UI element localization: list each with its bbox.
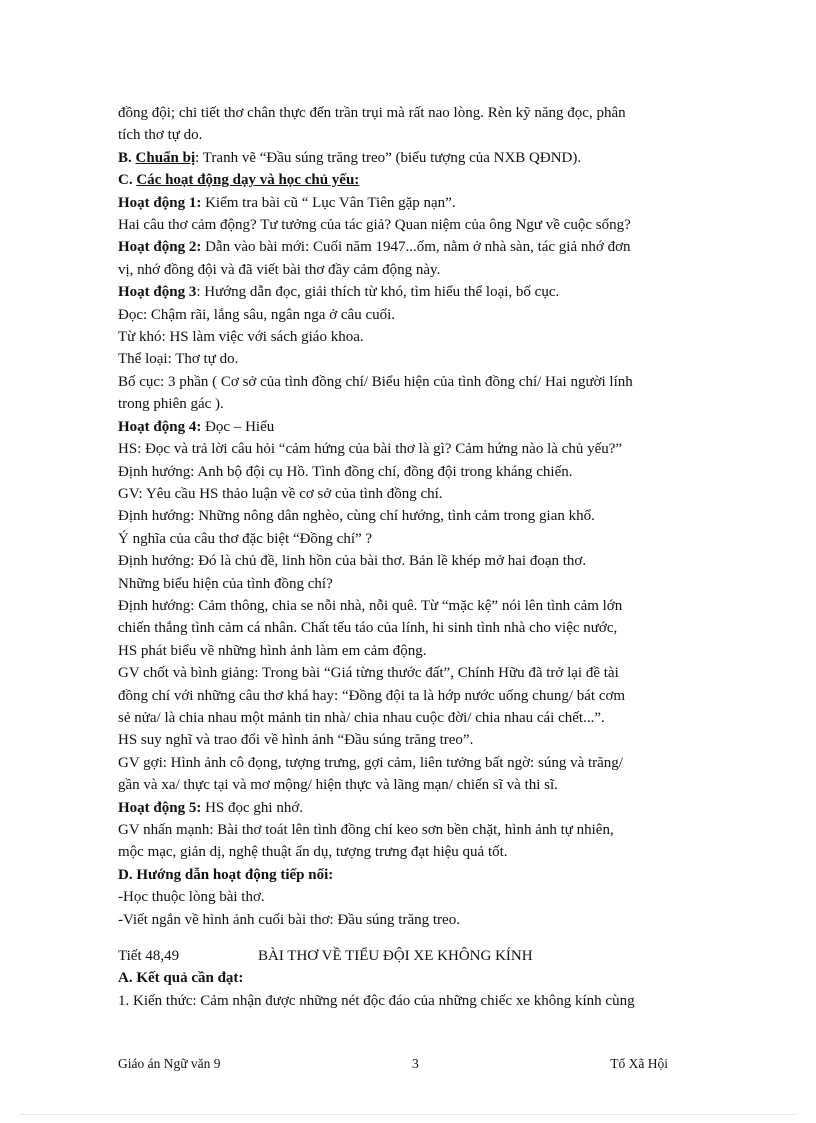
text-line: vị, nhớ đồng đội và đã viết bài thơ đầy cảm động này.: [118, 261, 441, 278]
text-line: Những biểu hiện của tình đồng chí?: [118, 575, 333, 592]
page-bottom-divider: [20, 1114, 796, 1115]
section-d-title: D. Hướng dẫn hoạt động tiếp nối:: [118, 866, 334, 883]
activity-5: [118, 797, 700, 819]
section-b: [118, 147, 700, 169]
text-line: Ý nghĩa của câu thơ đặc biệt “Đồng chí” ?: [118, 530, 373, 547]
text-line: GV: Yêu cầu HS thảo luận về cơ sở của tình đồng chí.: [118, 485, 443, 502]
text-line: Bố cục: 3 phần ( Cơ sở của tình đồng chí/ Biểu hiện của tình đồng chí/ Hai người lính: [118, 373, 633, 390]
text-line: Định hướng: Anh bộ đội cụ Hồ. Tình đồng chí, đồng đội trong kháng chiến.: [118, 463, 573, 480]
activity-1-text: Kiểm tra bài cũ “ Lục Vân Tiên gặp nạn”.: [201, 194, 456, 211]
text-line: GV gợi: Hình ảnh cô đọng, tượng trưng, gợi cảm, liên tưởng bất ngờ: súng và trăng/: [118, 754, 623, 771]
text-line: 1. Kiến thức: Cảm nhận được những nét độc đáo của những chiếc xe không kính cùng: [118, 992, 635, 1009]
text-line: Hai câu thơ cảm động? Tư tưởng của tác giả? Quan niệm của ông Ngư về cuộc sống?: [118, 217, 631, 234]
section-c-title: Các hoạt động dạy và học chủ yếu:: [136, 172, 360, 189]
text-line: HS: Đọc và trả lời câu hỏi “cảm hứng của bài thơ là gì? Cảm hứng nào là chủ yếu?”: [118, 441, 623, 458]
text-line: gần và xa/ thực tại và mơ mộng/ hiện thực và lãng mạn/ chiến sĩ và thi sĩ.: [118, 777, 558, 794]
lesson-title: BÀI THƠ VỀ TIỂU ĐỘI XE KHÔNG KÍNH: [258, 948, 533, 965]
page-number: 3: [412, 1056, 419, 1071]
activity-4-text: Đọc – Hiểu: [201, 418, 275, 435]
text-line: mộc mạc, giản dị, nghệ thuật ẩn dụ, tượng trưng đạt hiệu quả tốt.: [118, 844, 508, 861]
activity-5-text: HS đọc ghi nhớ.: [201, 799, 304, 816]
activity-2-text: Dẫn vào bài mới: Cuối năm 1947...ốm, nằm ở nhà sàn, tác giả nhớ đơn: [201, 239, 631, 256]
text-line: Đọc: Chậm rãi, lắng sâu, ngân nga ở câu cuối.: [118, 306, 396, 323]
text-line: Định hướng: Những nông dân nghèo, cùng chí hướng, tình cảm trong gian khổ.: [118, 508, 595, 525]
text-line: sẻ nửa/ là chia nhau một mảnh tin nhà/ chia nhau cuộc đời/ chia nhau cái chết...”.: [118, 709, 605, 726]
activity-4: [118, 416, 700, 438]
section-c: [118, 169, 700, 191]
text-line: GV chốt và bình giảng: Trong bài “Giá từng thước đất”, Chính Hữu đã trở lại đề tài: [118, 665, 619, 682]
text-line: đồng đội; chi tiết thơ chân thực đến trần trụi mà rất nao lòng. Rèn kỹ năng đọc, phân: [118, 105, 626, 121]
page-footer: [118, 1056, 668, 1072]
activity-4-label: Hoạt động 4:: [118, 418, 202, 435]
lesson-heading: [118, 945, 700, 967]
text-line: chiến thắng tình cảm cá nhân. Chất tếu táo của lính, hi sinh tình nhà cho việc nước,: [118, 620, 618, 637]
activity-2: [118, 236, 700, 258]
lesson-number: Tiết 48,49: [118, 948, 180, 965]
text-line: Thể loại: Thơ tự do.: [118, 351, 239, 368]
text-line: Định hướng: Đó là chủ đề, linh hồn của bài thơ. Bản lề khép mở hai đoạn thơ.: [118, 553, 587, 570]
text-line: đồng chí với những câu thơ khá hay: “Đồng đội ta là hớp nước uống chung/ bát cơm: [118, 687, 626, 704]
section-c-label: C.: [118, 172, 133, 189]
section-a-title: A. Kết quả cần đạt:: [118, 970, 244, 987]
text-line: HS phát biểu về những hình ảnh làm em cảm động.: [118, 642, 427, 659]
activity-3-label: Hoạt động 3: [118, 284, 197, 301]
document-body: [118, 102, 700, 1012]
text-line: -Học thuộc lòng bài thơ.: [118, 889, 265, 906]
activity-1-label: Hoạt động 1:: [118, 194, 202, 211]
activity-2-label: Hoạt động 2:: [118, 239, 202, 256]
text-line: trong phiên gác ).: [118, 396, 224, 413]
activity-3-text: : Hướng dẫn đọc, giải thích từ khó, tìm hiểu thể loại, bố cục.: [196, 284, 560, 301]
section-b-label: B.: [118, 149, 132, 166]
text-line: Định hướng: Cảm thông, chia se nỗi nhà, nỗi quê. Từ “mặc kệ” nói lên tình cảm lớn: [118, 597, 623, 614]
text-line: tích thơ tự do.: [118, 127, 203, 144]
text-line: GV nhấn mạnh: Bài thơ toát lên tình đồng chí keo sơn bền chặt, hình ảnh tự nhiên,: [118, 822, 614, 838]
footer-left: Giáo án Ngữ văn 9: [118, 1056, 221, 1071]
activity-5-label: Hoạt động 5:: [118, 799, 202, 816]
text-line: HS suy nghĩ và trao đổi về hình ảnh “Đầu súng trăng treo”.: [118, 732, 474, 749]
activity-1: [118, 192, 700, 214]
text-line: -Viết ngắn về hình ảnh cuối bài thơ: Đầu súng trăng treo.: [118, 911, 460, 928]
section-b-title: Chuẩn bị: [135, 149, 196, 166]
text-line: Từ khó: HS làm việc với sách giáo khoa.: [118, 329, 364, 346]
section-b-text: : Tranh vẽ “Đầu súng trăng treo” (biểu tượng của NXB QĐND).: [195, 149, 582, 166]
footer-right: Tổ Xã Hội: [610, 1056, 668, 1071]
activity-3: [118, 281, 700, 303]
